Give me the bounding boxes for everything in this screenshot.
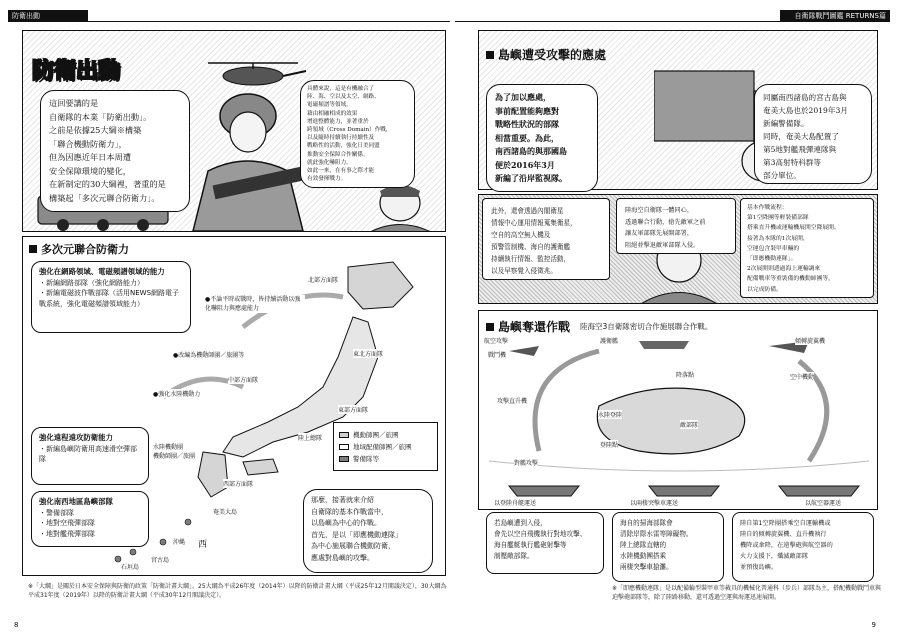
prepositioning-line: 新編了沿岸監視隊。 bbox=[495, 173, 567, 183]
cyber-item-text: 新編網路部隊（強化網路能力） bbox=[46, 278, 144, 287]
joint-action-line: 阻絕並擊退敵軍部隊入侵。 bbox=[625, 241, 700, 249]
bubble-prepositioning bbox=[486, 84, 598, 192]
southwest-item-text: 警備部隊 bbox=[46, 508, 74, 517]
right-header-rule bbox=[455, 21, 790, 22]
next-topic-line: 首先，是以「即應機動連隊」 bbox=[311, 530, 402, 539]
map-label-amphib-div2: 機動師團／旅團 bbox=[153, 453, 196, 460]
diagram-label: 攻擊直升機 bbox=[497, 398, 528, 405]
intel-line: 情報中心運用情報蒐集衛星， bbox=[491, 219, 577, 227]
explain-line: 若島嶼遭到入侵， bbox=[494, 519, 547, 527]
section-square-icon bbox=[486, 323, 494, 331]
long-range-box-item: ・新編島嶼防衛用高速滑空彈部隊 bbox=[39, 444, 137, 463]
southwest-box-item: ・警備部隊 bbox=[39, 508, 74, 517]
legend-swatch bbox=[339, 444, 349, 450]
diagram-label: 敵部隊 bbox=[680, 422, 699, 429]
legend-label: 地域配備師團／旅團 bbox=[353, 443, 412, 451]
cyber-item-text: 新編電磁波作戰部隊（活用NEWS網路電子戰系統，強化電磁頻譜領域能力） bbox=[39, 289, 180, 308]
page-big-title: 防衛出動 bbox=[32, 59, 121, 84]
map-label-always: ●不論平時或戰時，皆持續活動以強化嚇阻力與應處能力 bbox=[205, 295, 305, 313]
legend-row bbox=[339, 454, 432, 463]
explain-line: 會先以空自飛機執行對地攻擊、 bbox=[494, 530, 587, 538]
long-range-box-title: 強化遠程遠攻防衛能力 bbox=[39, 433, 113, 442]
section2-subtitle: 陸海空3自衛隊密切合作施展聯合作戰。 bbox=[580, 322, 713, 331]
section-square-icon bbox=[29, 245, 37, 253]
explain-line: 兩棲突擊車搶灘。 bbox=[620, 563, 673, 571]
left-header-label: 防衛出動 bbox=[8, 10, 88, 22]
explain-line: 制壓敵部隊。 bbox=[494, 552, 534, 560]
map-label-mobile: ●改編為機動師團／旅團等 bbox=[173, 352, 245, 359]
operation-flow-line: 接著為本隊的1次展開， bbox=[747, 235, 809, 242]
legend-swatch bbox=[339, 432, 349, 438]
operation-flow-line: 2次展開則透過海上運輸調來 bbox=[747, 266, 821, 273]
explain-line: 機降或傘降，在遠擊砲與航空器的 bbox=[740, 542, 833, 549]
section2-title-text: 島嶼奪還作戰 bbox=[498, 320, 571, 334]
detail-line: 電磁頻譜等領域， bbox=[307, 102, 352, 109]
diagram-label: 航空攻擊 bbox=[484, 338, 509, 345]
next-topic-line: 那麼，接著就來介紹 bbox=[311, 496, 374, 504]
southwest-box-title: 強化南西地區島嶼部隊 bbox=[39, 497, 113, 506]
prepositioning-line: 為了加以應處， bbox=[495, 92, 551, 102]
explain-box-amphibious bbox=[612, 512, 724, 582]
legend-label: 機動師團／旅團 bbox=[353, 431, 399, 439]
section-square-icon bbox=[486, 51, 494, 59]
long-range-item-text: 新編島嶼防衛用高速滑空彈部隊 bbox=[39, 444, 137, 463]
map-label-west: 西部方面隊 bbox=[223, 481, 254, 488]
island-units-line: 第5地對艦飛彈連隊與 bbox=[763, 145, 837, 154]
section2-title bbox=[486, 318, 712, 335]
detail-line: 有效發揮戰力。 bbox=[307, 176, 347, 183]
legend-label: 警備隊等 bbox=[353, 455, 379, 463]
map-label-central: 中部方面隊 bbox=[228, 377, 259, 384]
diagram-label: 水陸登陸 bbox=[598, 412, 623, 419]
officer-figure bbox=[358, 181, 443, 232]
explain-line: 清除岸際水雷等障礙物。 bbox=[620, 530, 693, 538]
operation-flow-line: 第1空降團等輕裝備部隊 bbox=[747, 215, 809, 222]
right-footnote: ※「即應機動連隊」是以配備輪型裝甲車等載具的機械化普通科（步兵）部隊為主，搭配機動戰鬥車與迫擊砲部隊等，除了陸路移動，還可透過空運與海運迅速展開。 bbox=[612, 585, 882, 601]
map-label-east: 東部方面隊 bbox=[338, 407, 369, 414]
southwest-islands-box bbox=[31, 491, 149, 547]
prepositioning-line: 便於2016年3月 bbox=[495, 159, 555, 170]
multi-domain-map-panel bbox=[22, 236, 446, 576]
prepositioning-line: 南西諸島的與那國島 bbox=[495, 146, 567, 156]
island-units-line: 奄美大島也於2019年3月 bbox=[763, 106, 848, 115]
detail-line: 如此一來，在有事之際才能 bbox=[307, 168, 375, 175]
explain-line: 陸上總隊直轄的 bbox=[620, 541, 667, 549]
intro-line: 這回要講的是 bbox=[49, 98, 99, 108]
intro-line: 「聯合機動防衛力」， bbox=[49, 138, 127, 149]
map-label-amphib: ●強化水陸機動力 bbox=[153, 391, 201, 398]
next-topic-line: 自衛隊的基本作戰當中， bbox=[311, 507, 388, 516]
intel-line: 預警管制機、海自的護衛艦 bbox=[491, 243, 571, 251]
map-label-west-kanji: 西 bbox=[198, 537, 207, 550]
legend-row bbox=[339, 442, 432, 451]
operation-flow-line: 「即應機動連隊」。 bbox=[747, 256, 797, 263]
joint-action-line: 讓友軍部隊先展開部署， bbox=[625, 230, 694, 237]
operation-flow-line: 配備戰車等重裝備的機動師團等， bbox=[747, 276, 834, 283]
right-page-number: 9 bbox=[871, 621, 876, 629]
detail-line: 增進整體能力，並著重於 bbox=[307, 118, 369, 125]
explain-line: 陸自的傾轉旋翼機、直升機執行 bbox=[740, 531, 827, 538]
joint-action-line: 透過聯合行動，搶先敵軍之前 bbox=[625, 218, 706, 226]
map-label-amphib-div: 水陸機動團 bbox=[153, 444, 184, 451]
southwest-box-item: ・地對艦飛彈部隊 bbox=[39, 529, 95, 538]
map-legend bbox=[333, 422, 438, 471]
legend-row bbox=[339, 430, 432, 439]
diagram-label: 對艦攻擊 bbox=[514, 460, 539, 467]
operation-flow-line: 搭乘直升機或運輸機展開空降展開。 bbox=[747, 225, 840, 232]
island-units-line: 同屬南西諸島的宮古島與 bbox=[763, 93, 847, 102]
cyber-box-title: 強化在網路領域、電磁頻譜領域的能力 bbox=[39, 267, 165, 276]
detail-line: 跨領域（Cross Domain）作戰， bbox=[307, 127, 392, 134]
explain-line: 火力支援下，殲滅敵部隊 bbox=[740, 553, 809, 560]
cyber-box-item: ・新編電磁波作戰部隊（活用NEWS網路電子戰系統，強化電磁頻譜領域能力） bbox=[39, 289, 180, 308]
intel-line: 此外，還會透過內閣衛星 bbox=[491, 207, 564, 215]
detail-line: 以及隨時持續執行持續性及 bbox=[307, 135, 375, 142]
diagram-label: 護衛艦 bbox=[600, 338, 619, 345]
explain-line: 水陸機動團搭乘 bbox=[620, 552, 667, 560]
intel-line: 持續執行情報、監控活動， bbox=[491, 255, 571, 263]
intro-line: 之前是依據25大綱※構築 bbox=[49, 125, 142, 135]
bubble-joint-action bbox=[616, 198, 736, 254]
intro-line: 但為因應近年日本周遭 bbox=[49, 152, 131, 162]
diagram-label: 以登陸舟艇運送 bbox=[494, 500, 537, 507]
prepositioning-line: 戰略性狀況的部隊 bbox=[495, 119, 559, 129]
map-label-ishigaki: 石垣島 bbox=[121, 564, 140, 571]
next-topic-line: 以島嶼為中心的作戰。 bbox=[311, 519, 381, 528]
map-label-ground-hq: 陸上總隊 bbox=[298, 435, 323, 442]
left-footnote: ※「大綱」是關於日本安全保障與防衛的政策「防衛計畫大綱」。25大綱為平成26年度（2014年）以降的防衛計畫大綱（平成25年12月閣議決定），30大綱為平成31年度（2019年）以降的防衛計畫大綱（平成30年12月閣議決定）。 bbox=[28, 583, 447, 599]
detail-line: 就此強化嚇阻力。 bbox=[307, 159, 352, 166]
intel-line: 以及早察覺入侵徵兆。 bbox=[491, 267, 557, 275]
diagram-label: 以航空器運送 bbox=[805, 500, 842, 507]
diagram-label: 戰鬥機 bbox=[488, 352, 507, 359]
left-header-rule bbox=[88, 21, 450, 22]
prepositioning-line: 相當重要。為此， bbox=[495, 132, 559, 143]
detail-line: 推動安全保障合作關係。 bbox=[307, 151, 369, 158]
prepositioning-line: 事前配置能夠應對 bbox=[495, 105, 559, 116]
detail-line: 戰略性的活動，強化日美同盟 bbox=[307, 143, 380, 150]
explain-box-airborne bbox=[732, 512, 874, 582]
map-label-northeast: 東北方面隊 bbox=[353, 351, 384, 358]
intro-line: 安全保障環境的變化， bbox=[49, 165, 131, 176]
right-header-label: 自衛隊戰鬥圖鑑 RETURNS篇 bbox=[780, 10, 890, 22]
long-range-defense-box bbox=[31, 427, 149, 485]
left-page-number: 8 bbox=[14, 621, 19, 629]
cyber-box-item: ・新編網路部隊（強化網路能力） bbox=[39, 278, 144, 287]
southwest-item-text: 地對空飛彈部隊 bbox=[46, 519, 95, 527]
operation-flow-line: 空運包含裝甲車輛的 bbox=[747, 245, 800, 252]
explain-box-ground-attack bbox=[486, 512, 604, 574]
intro-line: 構築起「多次元聯合防衛力」。 bbox=[49, 192, 160, 203]
multi-domain-section-title bbox=[29, 241, 129, 257]
detail-speech-bubble bbox=[300, 80, 415, 188]
southwest-item-text: 地對艦飛彈部隊 bbox=[46, 529, 95, 538]
island-units-line: 部分單位。 bbox=[763, 171, 801, 180]
diagram-label: 傾轉旋翼機 bbox=[795, 338, 826, 345]
southwest-box-item: ・地對空飛彈部隊 bbox=[39, 519, 95, 527]
detail-line: 藉由相融相成的效果 bbox=[307, 110, 358, 117]
intro-speech-bubble bbox=[40, 90, 190, 212]
map-label-north: 北部方面隊 bbox=[308, 277, 339, 284]
map-label-miyako: 宮古島 bbox=[151, 557, 170, 564]
cyber-capability-box bbox=[31, 261, 191, 333]
helicopter-illustration bbox=[198, 51, 308, 91]
diagram-label: 以兩棲突擊車運送 bbox=[630, 500, 679, 507]
island-units-line: 同時，奄美大島配置了 bbox=[763, 132, 839, 141]
bubble-intel bbox=[482, 198, 610, 280]
diagram-label: 降落點 bbox=[676, 372, 695, 379]
detail-line: 陸、海、空以及太空、網路、 bbox=[307, 94, 380, 101]
multi-domain-title-text: 多次元聯合防衛力 bbox=[41, 243, 129, 256]
joint-action-line: 陸海空自衛隊一體同心， bbox=[625, 207, 694, 214]
next-topic-speech-bubble bbox=[303, 489, 433, 573]
intel-line: 空自的高空無人機及 bbox=[491, 231, 551, 239]
section1-title bbox=[486, 46, 606, 63]
bubble-operation-flow bbox=[740, 198, 874, 298]
operation-flow-line: 以完成防備。 bbox=[747, 286, 782, 293]
next-topic-line: 為中心施展聯合機動防衛， bbox=[311, 542, 395, 551]
diagram-label: 空中機動 bbox=[790, 374, 815, 381]
explain-line: 並預復島嶼。 bbox=[740, 564, 778, 571]
section1-title-text: 島嶼遭受攻擊的應處 bbox=[498, 48, 607, 62]
explain-line: 海自的掃海部隊會 bbox=[620, 519, 673, 527]
next-topic-line: 應處對島嶼的攻擊。 bbox=[311, 553, 374, 562]
island-units-line: 第3高射特科群等 bbox=[763, 158, 821, 167]
island-units-line: 新編警備隊。 bbox=[763, 119, 809, 128]
explain-line: 陸自第1空降團搭乘空自運輸機或 bbox=[740, 520, 831, 527]
map-label-amami: 奄美大島 bbox=[213, 509, 238, 516]
detail-line: 具體來說，這是有機融合了 bbox=[307, 86, 375, 92]
diagram-label: 登陸點 bbox=[600, 442, 619, 449]
explain-line: 海自艦艇執行艦砲射擊等 bbox=[494, 541, 567, 549]
intro-line: 在新制定的30大綱裡，著重的是 bbox=[49, 179, 166, 189]
map-label-okinawa: 沖縄 bbox=[173, 539, 186, 546]
bubble-island-units bbox=[754, 84, 872, 184]
legend-swatch bbox=[339, 456, 349, 462]
operation-flow-line: 基本作戰流程： bbox=[747, 205, 788, 211]
intro-line: 自衛隊的本業「防衛出動」。 bbox=[49, 111, 152, 122]
